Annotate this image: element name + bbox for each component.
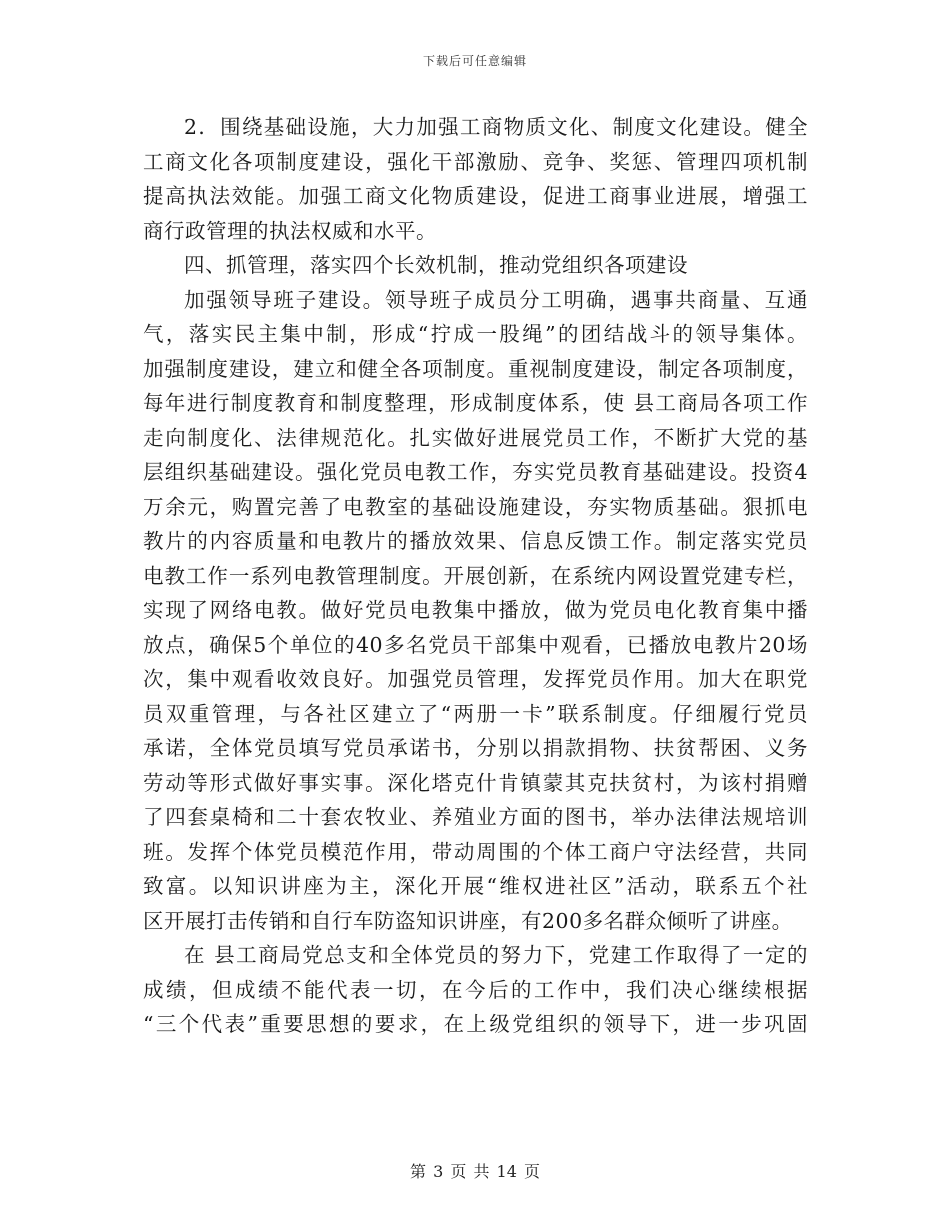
paragraph-line: 在 县工商局党总支和全体党员的努力下，党建工作取得了一定的 <box>184 943 808 967</box>
paragraph-line: 教片的内容质量和电教片的播放效果、信息反馈工作。制定落实党员 <box>143 529 808 553</box>
paragraph-line: 加强制度建设，建立和健全各项制度。重视制度建设，制定各项制度， <box>143 356 808 381</box>
paragraph-line: 商行政管理的执法权威和水平。 <box>143 218 437 243</box>
paragraph-line: 成绩，但成绩不能代表一切，在今后的工作中，我们决心继续根据 <box>143 977 808 1002</box>
paragraph-line: 每年进行制度教育和制度整理，形成制度体系，使 县工商局各项工作 <box>143 391 808 415</box>
paragraph-line: 2．围绕基础设施，大力加强工商物质文化、制度文化建设。健全 <box>184 115 808 139</box>
paragraph-line: 了四套桌椅和二十套农牧业、养殖业方面的图书，举办法律法规培训 <box>143 805 808 829</box>
page-header: 下载后可任意编辑 <box>422 54 527 68</box>
section-heading: 四、抓管理，落实四个长效机制，推动党组织各项建设 <box>184 253 688 277</box>
paragraph-line: 加强领导班子建设。领导班子成员分工明确，遇事共商量、互通 <box>184 287 808 312</box>
paragraph-line: 气，落实民主集中制，形成“拧成一股绳”的团结战斗的领导集体。 <box>143 322 808 346</box>
paragraph-line: “三个代表”重要思想的要求，在上级党组织的领导下，进一步巩固 <box>143 1012 808 1036</box>
paragraph-line: 班。发挥个体党员模范作用，带动周围的个体工商户守法经营，共同 <box>143 839 808 864</box>
document-body <box>143 110 808 1042</box>
paragraph-line: 放点，确保5个单位的40多名党员干部集中观看，已播放电教片20场 <box>143 632 808 657</box>
paragraph-line: 工商文化各项制度建设，强化干部激励、竞争、奖惩、管理四项机制 <box>143 149 808 174</box>
paragraph-line: 区开展打击传销和自行车防盗知识讲座，有200多名群众倾听了讲座。 <box>143 908 793 933</box>
paragraph-line: 电教工作一系列电教管理制度。开展创新，在系统内网设置党建专栏， <box>143 563 808 588</box>
paragraph-line: 致富。以知识讲座为主，深化开展“维权进社区”活动，联系五个社 <box>143 874 808 898</box>
paragraph-line: 次，集中观看收效良好。加强党员管理，发挥党员作用。加大在职党 <box>143 667 808 691</box>
paragraph-line: 万余元，购置完善了电教室的基础设施建设，夯实物质基础。狠抓电 <box>143 494 808 519</box>
paragraph-line: 走向制度化、法律规范化。扎实做好进展党员工作，不断扩大党的基 <box>143 425 808 450</box>
paragraph-line: 提高执法效能。加强工商文化物质建设，促进工商事业进展，增强工 <box>143 184 808 208</box>
paragraph-line: 层组织基础建设。强化党员电教工作，夯实党员教育基础建设。投资4 <box>143 460 808 484</box>
page-footer: 第 3 页 共 14 页 <box>410 1162 540 1181</box>
paragraph-line: 劳动等形式做好事实事。深化塔克什肯镇蒙其克扶贫村，为该村捐赠 <box>143 770 808 795</box>
paragraph-line: 员双重管理，与各社区建立了“两册一卡”联系制度。仔细履行党员 <box>143 701 808 726</box>
paragraph-line: 承诺，全体党员填写党员承诺书，分别以捐款捐物、扶贫帮困、义务 <box>143 736 808 760</box>
paragraph-line: 实现了网络电教。做好党员电教集中播放，做为党员电化教育集中播 <box>143 598 808 622</box>
